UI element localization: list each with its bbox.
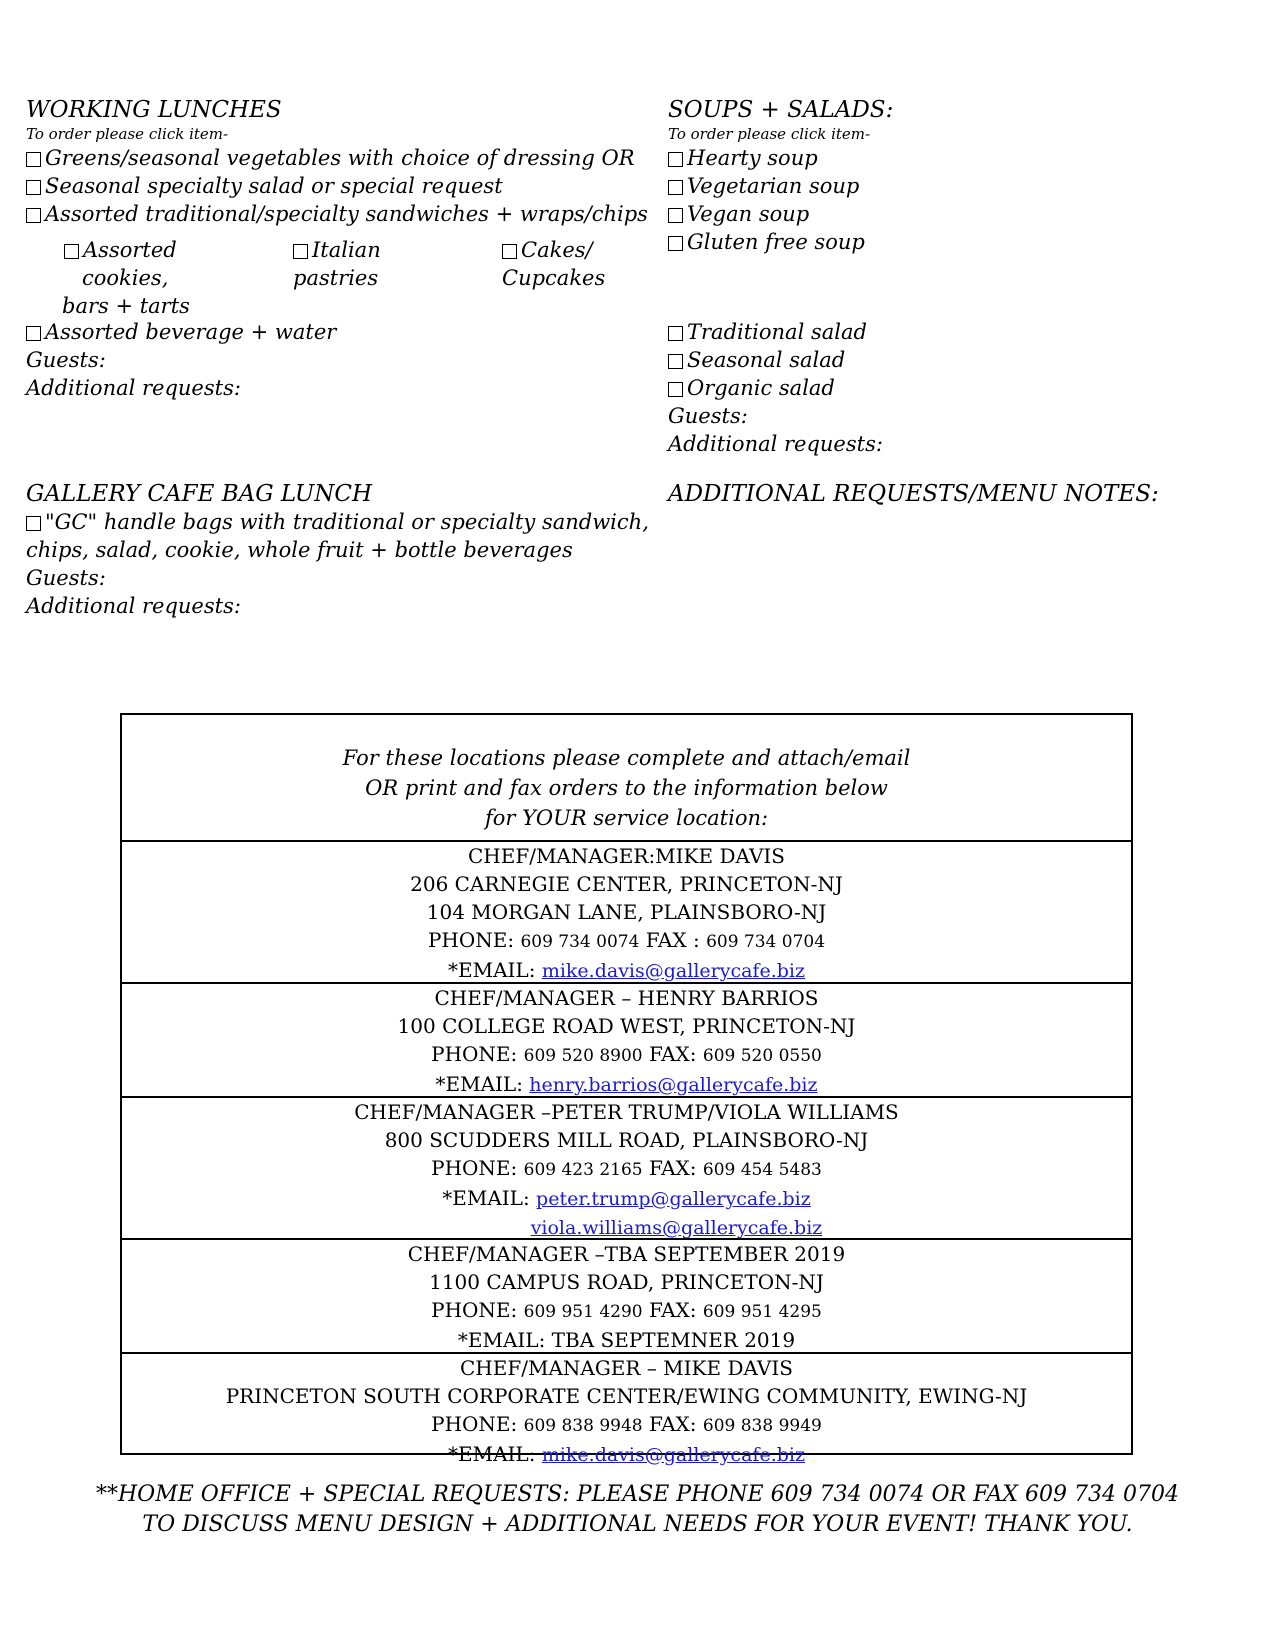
email-line: *EMAIL: mike.davis@gallerycafe.biz (448, 1442, 805, 1466)
checkbox-icon[interactable] (26, 152, 41, 167)
additional-requests-label: Additional requests: (26, 376, 241, 400)
working-lunches-footer (26, 318, 646, 402)
email-line: *EMAIL: henry.barrios@gallerycafe.biz (435, 1072, 818, 1096)
checkbox-icon[interactable] (293, 244, 308, 259)
menu-item-italian-pastries[interactable]: Italian pastries (293, 238, 381, 290)
menu-item-seasonal-salad[interactable]: Seasonal specialty salad or special request (26, 172, 646, 200)
menu-item-beverage[interactable]: Assorted beverage + water (26, 318, 646, 346)
email-link[interactable]: viola.williams@gallerycafe.biz (530, 1217, 823, 1239)
checkbox-icon[interactable] (668, 382, 683, 397)
menu-item-greens[interactable]: Greens/seasonal vegetables with choice of dressing OR (26, 144, 646, 172)
email-link[interactable]: mike.davis@gallerycafe.biz (541, 960, 805, 982)
email-line: *EMAIL: TBA SEPTEMNER 2019 (457, 1328, 796, 1352)
manager-name: CHEF/MANAGER –TBA SEPTEMBER 2019 (407, 1242, 846, 1266)
bag-lunch-section (26, 480, 666, 620)
menu-item-traditional-salad[interactable]: Traditional salad (668, 318, 1228, 346)
locations-intro: For these locations please complete and attach/email OR print and fax orders to the information below for YOUR service location: (342, 746, 911, 830)
checkbox-icon[interactable] (668, 208, 683, 223)
locations-table (120, 713, 1133, 1466)
soups-salads-title: SOUPS + SALADS: (668, 97, 894, 123)
location-ewing (122, 1352, 1131, 1466)
menu-item-cookies[interactable]: Assorted cookies, bars + tarts (62, 238, 190, 318)
checkbox-icon[interactable] (26, 516, 41, 531)
location-carnegie (122, 840, 1131, 982)
working-lunches-section (26, 96, 646, 228)
address-line: 1100 CAMPUS ROAD, PRINCETON-NJ (429, 1270, 824, 1294)
guests-label: Guests: (26, 566, 106, 590)
manager-name: CHEF/MANAGER –PETER TRUMP/VIOLA WILLIAMS (354, 1100, 899, 1124)
guests-label: Guests: (668, 404, 748, 428)
menu-item-organic-salad[interactable]: Organic salad (668, 374, 1228, 402)
soups-salads-section (668, 96, 1228, 256)
menu-item-vegetarian-soup[interactable]: Vegetarian soup (668, 172, 1228, 200)
address-line: 206 CARNEGIE CENTER, PRINCETON-NJ (410, 872, 843, 896)
menu-item-vegan-soup[interactable]: Vegan soup (668, 200, 1228, 228)
manager-name: CHEF/MANAGER – MIKE DAVIS (460, 1356, 793, 1380)
menu-item-seasonal-salad-2[interactable]: Seasonal salad (668, 346, 1228, 374)
email-link[interactable]: henry.barrios@gallerycafe.biz (529, 1074, 818, 1096)
menu-item-sandwiches[interactable]: Assorted traditional/specialty sandwiches + wraps/chips (26, 200, 646, 228)
address-line: PRINCETON SOUTH CORPORATE CENTER/EWING COMMUNITY, EWING-NJ (225, 1384, 1028, 1408)
location-campus-road (122, 1238, 1131, 1352)
additional-requests-label: Additional requests: (668, 432, 883, 456)
menu-item-gc-bag-continued: chips, salad, cookie, whole fruit + bottle beverages (26, 538, 573, 562)
working-lunches-instruction: To order please click item- (26, 125, 229, 143)
menu-item-cakes[interactable]: Cakes/ Cupcakes (502, 238, 606, 290)
email-line: *EMAIL: peter.trump@gallerycafe.biz (442, 1186, 811, 1210)
menu-notes-title: ADDITIONAL REQUESTS/MENU NOTES: (668, 481, 1159, 507)
salads-list (668, 318, 1228, 458)
location-scudders-mill (122, 1096, 1131, 1238)
phone-fax-line: PHONE: 609 951 4290 FAX: 609 951 4295 (431, 1298, 822, 1322)
address-line: 104 MORGAN LANE, PLAINSBORO-NJ (426, 900, 827, 924)
phone-fax-line: PHONE: 609 838 9948 FAX: 609 838 9949 (431, 1412, 822, 1436)
working-lunches-title: WORKING LUNCHES (26, 97, 282, 123)
phone-fax-line: PHONE: 609 423 2165 FAX: 609 454 5483 (431, 1156, 822, 1180)
manager-name: CHEF/MANAGER – HENRY BARRIOS (434, 986, 819, 1010)
checkbox-icon[interactable] (668, 180, 683, 195)
phone-fax-line: PHONE: 609 520 8900 FAX: 609 520 0550 (431, 1042, 822, 1066)
checkbox-icon[interactable] (668, 354, 683, 369)
checkbox-icon[interactable] (668, 326, 683, 341)
checkbox-icon[interactable] (26, 180, 41, 195)
address-line: 800 SCUDDERS MILL ROAD, PLAINSBORO-NJ (384, 1128, 869, 1152)
email-link[interactable]: mike.davis@gallerycafe.biz (541, 1444, 805, 1466)
manager-name: CHEF/MANAGER:MIKE DAVIS (467, 844, 785, 868)
bag-lunch-title: GALLERY CAFE BAG LUNCH (26, 481, 373, 507)
checkbox-icon[interactable] (64, 244, 79, 259)
soups-salads-instruction: To order please click item- (668, 125, 871, 143)
menu-item-gc-bag[interactable]: "GC" handle bags with traditional or specialty sandwich, (26, 508, 666, 536)
email-line: *EMAIL: mike.davis@gallerycafe.biz (448, 958, 805, 982)
checkbox-icon[interactable] (668, 152, 683, 167)
address-line: 100 COLLEGE ROAD WEST, PRINCETON-NJ (397, 1014, 856, 1038)
guests-label: Guests: (26, 348, 106, 372)
checkbox-icon[interactable] (26, 208, 41, 223)
checkbox-icon[interactable] (502, 244, 517, 259)
email-link[interactable]: peter.trump@gallerycafe.biz (536, 1188, 811, 1210)
phone-fax-line: PHONE: 609 734 0074 FAX : 609 734 0704 (427, 928, 826, 952)
checkbox-icon[interactable] (668, 236, 683, 251)
footer-note: **HOME OFFICE + SPECIAL REQUESTS: PLEASE PHONE 609 734 0074 OR FAX 609 734 0704 TO DISCUSS MENU DESIGN + ADDITIONAL NEEDS FOR YOUR EVENT! THANK YOU. (95, 1482, 1179, 1537)
location-college-road (122, 982, 1131, 1096)
additional-requests-label: Additional requests: (26, 594, 241, 618)
menu-item-hearty-soup[interactable]: Hearty soup (668, 144, 1228, 172)
menu-item-gluten-free-soup[interactable]: Gluten free soup (668, 228, 1228, 256)
checkbox-icon[interactable] (26, 326, 41, 341)
